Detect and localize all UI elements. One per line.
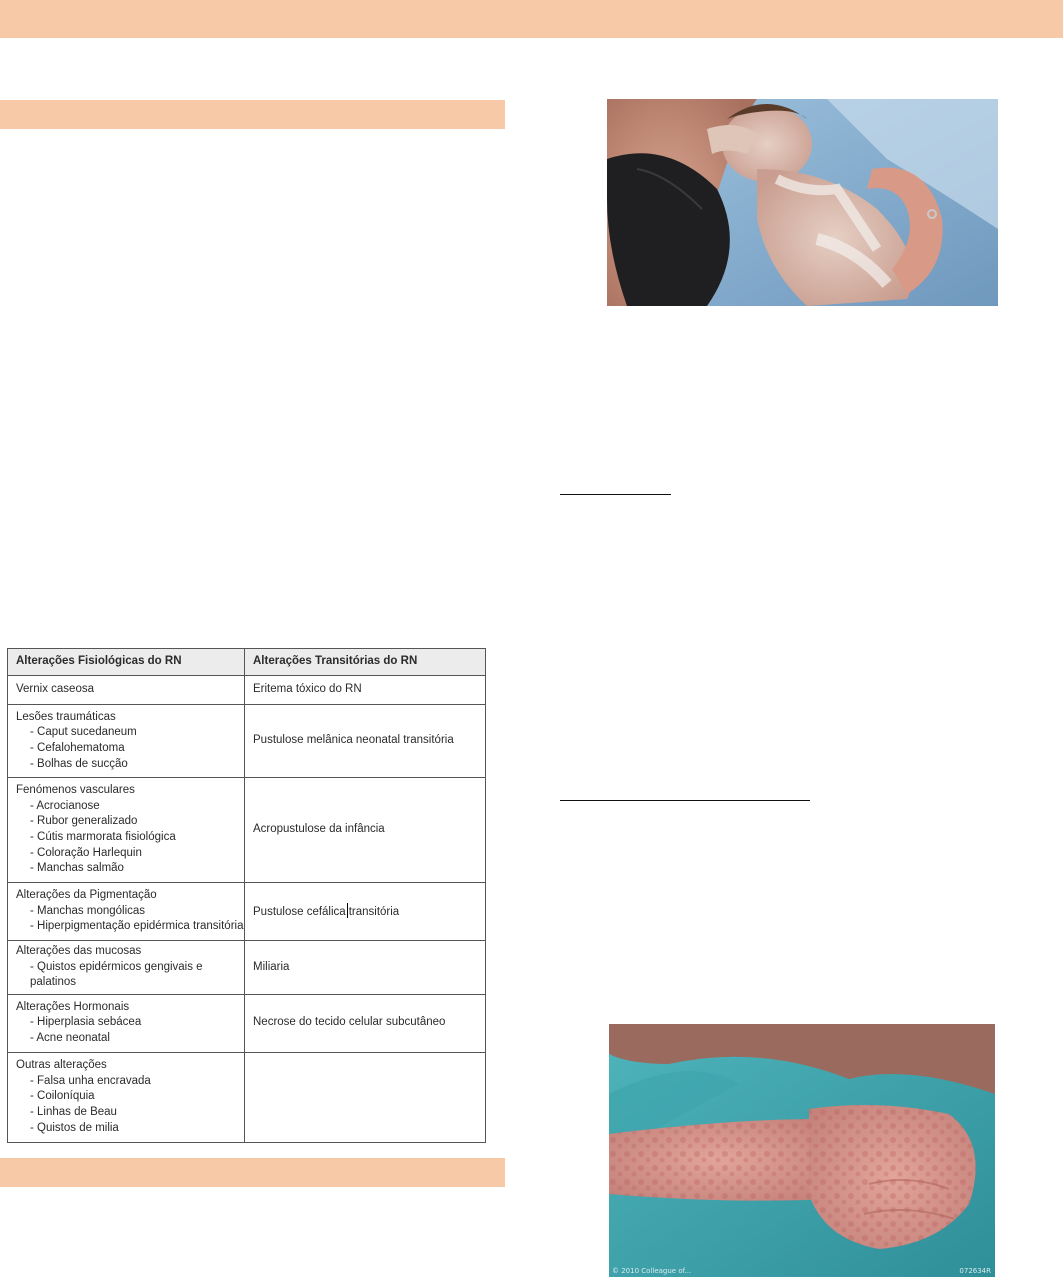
row-title: Fenómenos vasculares — [16, 784, 135, 797]
cell-left — [8, 778, 245, 883]
cell-right: Pustulose melânica neonatal transitória — [245, 705, 486, 778]
cell-right: Eritema tóxico do RN — [245, 676, 486, 705]
cell-right — [245, 1052, 486, 1142]
text-cursor — [347, 903, 348, 918]
table-row — [8, 941, 486, 995]
row-title: Vernix caseosa — [16, 683, 94, 696]
section-heading-band — [0, 100, 505, 129]
row-subitem: - Hiperpigmentação epidérmica transitória — [30, 920, 244, 933]
table-row — [8, 676, 486, 705]
row-title: Alterações das mucosas — [16, 945, 142, 957]
rn-alterations-table — [7, 648, 486, 1143]
photo-copyright-stamp: © 2010 Colleague of... — [612, 1267, 692, 1275]
row-subitem: - Coloração Harlequin — [30, 846, 142, 859]
row-subitem: - Cefalohematoma — [30, 742, 125, 754]
row-subitem: - Rubor generalizado — [30, 815, 138, 828]
row-subitem: - Hiperplasia sebácea — [30, 1016, 142, 1029]
cell-right: Acropustulose da infância — [245, 778, 486, 883]
underlined-heading-long — [560, 800, 810, 801]
table-row — [8, 778, 486, 883]
row-subitem: - Bolhas de sucção — [30, 757, 128, 770]
infant-arm-photo — [609, 1024, 995, 1277]
cell-left — [8, 883, 245, 941]
cell-left — [8, 994, 245, 1052]
table-header-row — [8, 649, 486, 676]
cell-text: Pustulose cefálica — [253, 905, 346, 918]
photo-id-stamp: 072634R — [959, 1267, 991, 1275]
row-subitem: - Coiloníquia — [30, 1090, 95, 1103]
cell-left — [8, 941, 245, 995]
table-row — [8, 994, 486, 1052]
section-heading-band-lower — [0, 1158, 505, 1187]
cell-right — [245, 883, 486, 941]
row-subitem: - Acne neonatal — [30, 1032, 110, 1045]
top-header-band — [0, 0, 1063, 38]
newborn-vernix-photo — [607, 99, 998, 306]
row-subitem: - Linhas de Beau — [30, 1106, 117, 1119]
cell-right: Miliaria — [245, 941, 486, 995]
header-transitory: Alterações Transitórias do RN — [245, 649, 486, 676]
row-subitem: - Caput sucedaneum — [30, 726, 137, 739]
table-row — [8, 1052, 486, 1142]
row-subitem: - Manchas mongólicas — [30, 904, 146, 917]
cell-right: Necrose do tecido celular subcutâneo — [245, 994, 486, 1052]
row-subitem: - Cútis marmorata fisiológica — [30, 831, 176, 843]
table-row — [8, 705, 486, 778]
infant-arm-image — [609, 1024, 995, 1277]
cell-left — [8, 705, 245, 778]
cell-left — [8, 1052, 245, 1142]
header-physiological: Alterações Fisiológicas do RN — [8, 649, 245, 676]
row-subitem: - Quistos de milia — [30, 1121, 119, 1134]
row-subitem: - Acrocianose — [30, 799, 100, 812]
row-subitem: - Manchas salmão — [30, 862, 124, 875]
row-subitem: - Falsa unha encravada — [30, 1074, 151, 1087]
table-row — [8, 883, 486, 941]
cell-left — [8, 676, 245, 705]
row-title: Lesões traumáticas — [16, 710, 116, 723]
cell-text: transitória — [348, 905, 400, 918]
row-title: Alterações Hormonais — [16, 1000, 130, 1013]
row-title: Outras alterações — [16, 1059, 107, 1072]
row-title: Alterações da Pigmentação — [16, 889, 157, 902]
row-subitem: - Quistos epidérmicos gengivais e palatinos — [30, 960, 203, 989]
newborn-vernix-image — [607, 99, 998, 306]
underlined-heading-short — [560, 494, 671, 495]
